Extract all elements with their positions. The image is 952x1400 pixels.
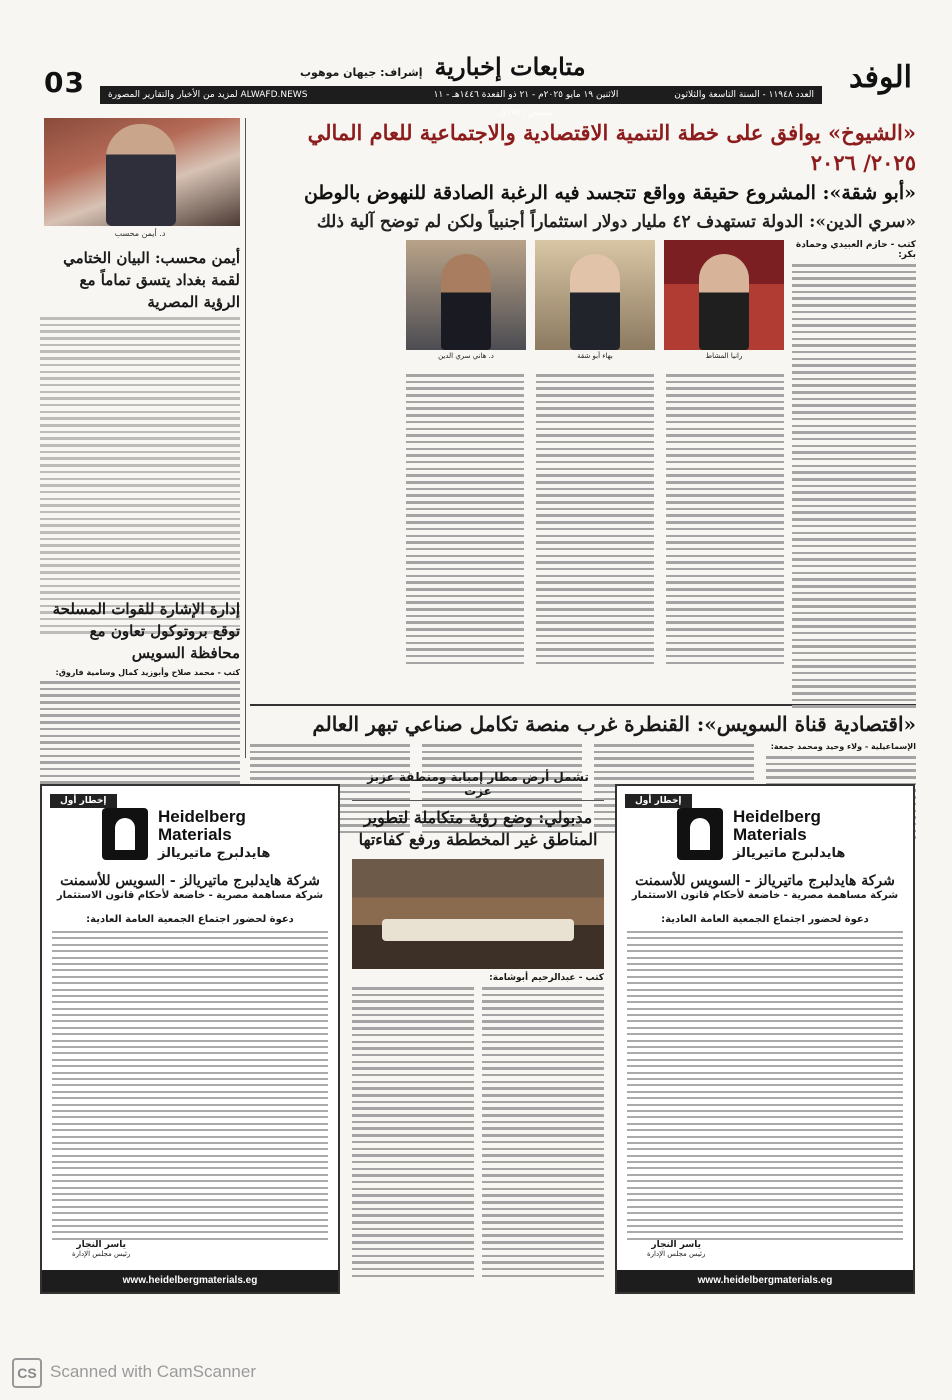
brand-line-2: Materials — [733, 825, 807, 844]
main-subhead-2: «سري الدين»: الدولة تستهدف ٤٢ مليار دولار استثماراً أجنبياً ولكن لم توضح آلية ذلك — [316, 212, 916, 232]
page-number: 03 — [44, 66, 85, 99]
ad-tag: إخطار أول — [50, 794, 117, 808]
main-text-columns — [406, 374, 784, 694]
text-column — [666, 374, 784, 694]
left-story-2 — [40, 592, 240, 815]
ad-text — [627, 931, 903, 1240]
main-story-body — [250, 240, 916, 700]
signer-role: رئيس مجلس الإدارة — [647, 1250, 706, 1258]
signer-name: ياسر النجار — [651, 1240, 701, 1250]
camscanner-logo: CS — [12, 1358, 42, 1388]
photo-caption: د. هاني سري الدين — [438, 352, 494, 360]
signer-name: ياسر النجار — [76, 1240, 126, 1250]
newspaper-logo: الوفد — [848, 60, 912, 95]
center-story — [352, 770, 604, 1290]
ayman-mohsab-photo — [44, 118, 240, 226]
cabinet-meeting-photo — [352, 859, 604, 969]
photo-caption: د. أيمن محسب — [114, 229, 166, 238]
brand-line-1: Heidelberg — [733, 807, 821, 826]
photos-row — [406, 240, 784, 368]
left-story2-byline: كتب - محمد صلاح وأبوزيد كمال وسامية فاروق: — [55, 668, 240, 677]
byline-column — [792, 240, 916, 712]
brand-line-1: Heidelberg — [158, 807, 246, 826]
camscanner-watermark — [12, 1358, 332, 1388]
suez-byline: الإسماعيلية - ولاء وحيد ومحمد جمعة: — [770, 742, 916, 751]
issue-date: الاثنين ١٩ مايو ٢٠٢٥م - ٢١ ذو القعدة ١٤٤٦هـ - ١١ بشنس ١٧٤١ق — [433, 90, 619, 118]
ad-invitation-title: دعوة لحضور اجتماع الجمعية العامة العادية: — [86, 914, 294, 925]
company-subtitle: شركة مساهمة مصرية - خاضعة لأحكام قانون الاستثمار — [56, 890, 324, 901]
issue-number: العدد ١١٩٤٨ - السنة التاسعة والثلاثون — [674, 90, 814, 100]
text-column — [482, 987, 604, 1281]
ad-signature — [72, 1240, 130, 1258]
left-story2-headline: إدارة الإشارة للقوات المسلحة توقع بروتوكول تعاون مع محافظة السويس — [52, 600, 240, 662]
main-story — [250, 118, 916, 852]
company-name: شركة هايدلبرج ماتيريالز - السويس للأسمنت — [635, 873, 895, 889]
ad-tag: إخطار أول — [625, 794, 692, 808]
center-kicker: تشمل أرض مطار إمبابة ومنطقة عزبز عزت — [352, 770, 604, 801]
photo-caption: بهاء أبو شقة — [577, 352, 613, 360]
text-column — [406, 374, 524, 694]
website-note: ALWAFD.NEWS لمزيد من الأخبار والتقارير المصورة — [108, 90, 308, 100]
ad-text — [52, 931, 328, 1240]
ad-url[interactable]: www.heidelbergmaterials.eg — [42, 1270, 338, 1292]
center-story-text — [352, 987, 604, 1317]
ad-signature — [647, 1240, 705, 1258]
rania-al-mashat-photo — [664, 240, 784, 350]
issue-strip — [100, 86, 822, 118]
left-story-text — [40, 317, 240, 634]
heidelberg-logo-icon — [102, 808, 148, 860]
company-subtitle: شركة مساهمة مصرية - خاضعة لأحكام قانون الاستثمار — [631, 890, 899, 901]
company-name: شركة هايدلبرج ماتيريالز - السويس للأسمنت — [60, 873, 320, 889]
heidelberg-ad-right — [615, 784, 915, 1294]
heidelberg-ad-left — [40, 784, 340, 1294]
supervisor-credit: إشراف: جيهان موهوب — [300, 66, 423, 79]
heidelberg-logo-icon — [677, 808, 723, 860]
bahaa-abu-shoqa-photo — [535, 240, 655, 350]
brand-name-arabic: هايدلبرج ماتيريالز — [733, 846, 846, 861]
main-text-col-1 — [792, 264, 916, 708]
brand-name-arabic: هايدلبرج ماتيريالز — [158, 846, 271, 861]
main-byline: كتب - حازم العبيدي وحمادة بكر: — [795, 240, 916, 260]
left-headline: أيمن محسب: البيان الختامي لقمة بغداد يتسق تماماً مع الرؤية المصرية — [63, 249, 240, 311]
ad-url[interactable]: www.heidelbergmaterials.eg — [617, 1270, 913, 1292]
main-subhead-1: «أبو شقة»: المشروع حقيقة وواقع تتجسد فيه الرغبة الصادقة للنهوض بالوطن — [303, 182, 916, 204]
center-byline: كتب - عبدالرحيم أبوشامة: — [489, 973, 604, 983]
ad-invitation-title: دعوة لحضور اجتماع الجمعية العامة العادية: — [661, 914, 869, 925]
hany-sarie-eldin-photo — [406, 240, 526, 350]
masthead — [40, 52, 912, 118]
heidelberg-logo — [677, 806, 877, 866]
main-headline: «الشيوخ» يوافق على خطة التنمية الاقتصادية والاجتماعية للعام المالي ٢٠٢٥/ ٢٠٢٦ — [307, 120, 916, 175]
heidelberg-logo — [102, 806, 302, 866]
brand-name — [733, 808, 821, 844]
column-divider — [245, 118, 246, 758]
suez-headline: «اقتصادية قناة السويس»: القنطرة غرب منصة تكامل صناعي تبهر العالم — [250, 704, 916, 740]
photo-caption: رانيا المشاط — [705, 352, 743, 360]
section-title: متابعات إخبارية — [434, 52, 586, 81]
text-column — [536, 374, 654, 694]
camscanner-text: Scanned with CamScanner — [50, 1362, 257, 1381]
brand-line-2: Materials — [158, 825, 232, 844]
center-headline: مدبولي: وضع رؤية متكاملة لتطوير المناطق غير المخططة ورفع كفاءتها — [358, 808, 598, 849]
signer-role: رئيس مجلس الإدارة — [72, 1250, 131, 1258]
text-column — [352, 987, 474, 1281]
ad-body — [627, 910, 903, 1244]
brand-name — [158, 808, 246, 844]
ad-body — [52, 910, 328, 1244]
